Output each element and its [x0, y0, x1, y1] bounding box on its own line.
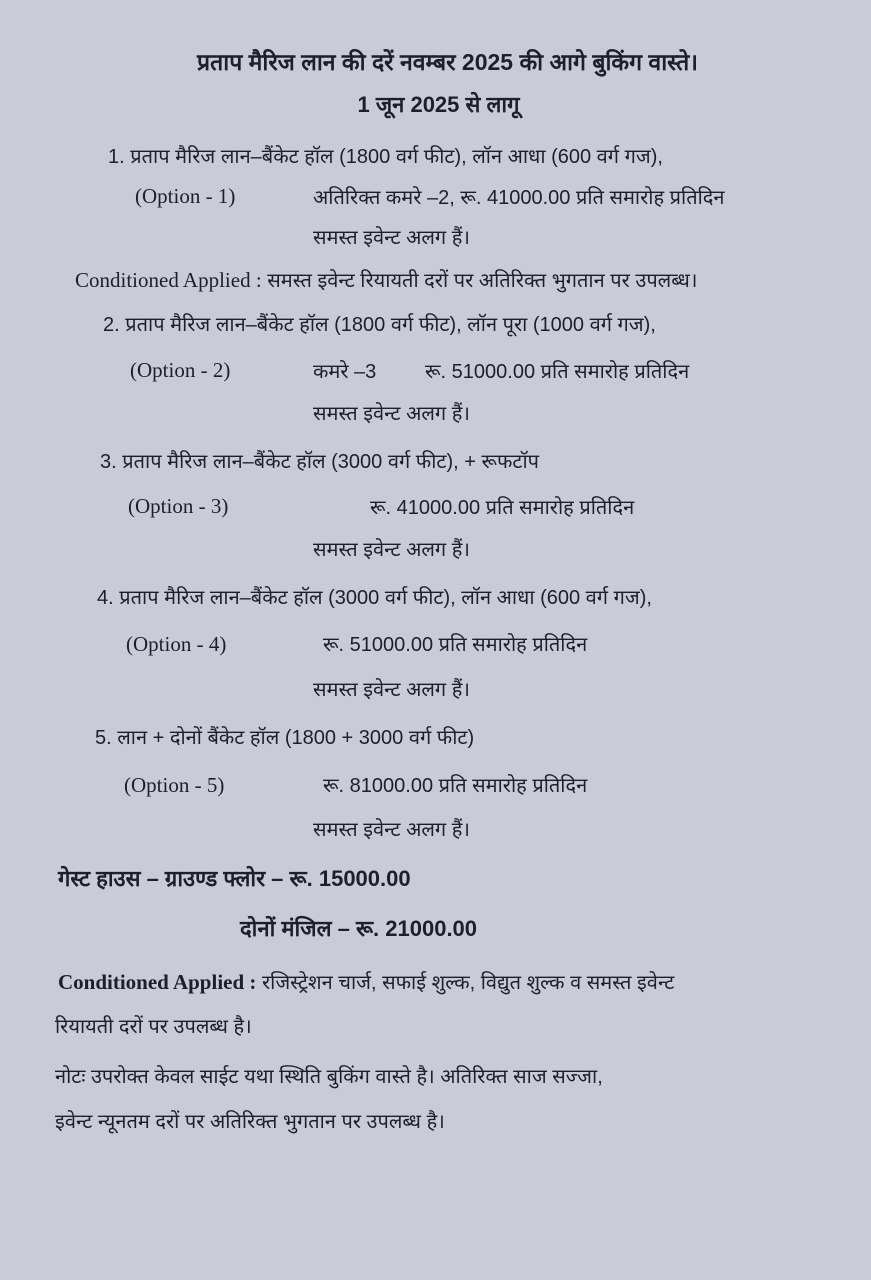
condition-2-line2: रियायती दरों पर उपलब्ध है।	[55, 1016, 252, 1038]
option-3-heading: 3. प्रताप मैरिज लान–बैंकेट हॉल (3000 वर्ग फीट), + रूफटॉप	[100, 451, 540, 473]
option-5-heading: 5. लान + दोनों बैंकेट हॉल (1800 + 3000 वर्ग फीट)	[95, 727, 475, 749]
condition-2	[58, 969, 674, 996]
option-2-rooms: कमरे –3	[313, 361, 377, 383]
effective-date: 1 जून 2025 से लागू	[357, 92, 520, 117]
note-line2: इवेन्ट न्यूनतम दरों पर अतिरिक्त भुगतान पर उपलब्ध है।	[55, 1111, 445, 1133]
option-4-heading: 4. प्रताप मैरिज लान–बैंकेट हॉल (3000 वर्ग फीट), लॉन आधा (600 वर्ग गज),	[97, 587, 652, 609]
option-1-detail: अतिरिक्त कमरे –2, रू. 41000.00 प्रति समारोह प्रतिदिन	[313, 187, 725, 209]
option-4-note: समस्त इवेन्ट अलग हैं।	[313, 679, 470, 701]
option-1-note: समस्त इवेन्ट अलग हैं।	[313, 227, 470, 249]
option-3-note: समस्त इवेन्ट अलग हैं।	[313, 539, 470, 561]
option-5-note: समस्त इवेन्ट अलग हैं।	[313, 819, 470, 841]
option-4-label: (Option - 4)	[126, 632, 227, 656]
condition-1	[75, 267, 697, 294]
condition-2-label: Conditioned Applied :	[58, 970, 257, 994]
condition-1-text: समस्त इवेन्ट रियायती दरों पर अतिरिक्त भुगतान पर उपलब्ध।	[261, 270, 698, 292]
option-2-heading: 2. प्रताप मैरिज लान–बैंकेट हॉल (1800 वर्ग फीट), लॉन पूरा (1000 वर्ग गज),	[103, 314, 656, 336]
document-title: प्रताप मैरिज लान की दरें नवम्बर 2025 की आगे बुकिंग वास्ते।	[197, 49, 698, 75]
option-2-label: (Option - 2)	[130, 358, 231, 382]
guest-house-both-floors: दोनों मंजिल – रू. 21000.00	[240, 916, 478, 941]
note-line1: नोटः उपरोक्त केवल साईट यथा स्थिति बुकिंग वास्ते है। अतिरिक्त साज सज्जा,	[55, 1066, 603, 1088]
option-3-detail: रू. 41000.00 प्रति समारोह प्रतिदिन	[370, 497, 635, 519]
option-5-detail: रू. 81000.00 प्रति समारोह प्रतिदिन	[323, 775, 588, 797]
option-4-detail: रू. 51000.00 प्रति समारोह प्रतिदिन	[323, 634, 588, 656]
option-1-label: (Option - 1)	[135, 184, 236, 208]
option-3-label: (Option - 3)	[128, 494, 229, 518]
condition-1-label: Conditioned Applied :	[75, 268, 262, 292]
option-2-note: समस्त इवेन्ट अलग हैं।	[313, 403, 470, 425]
condition-2-line1: रजिस्ट्रेशन चार्ज, सफाई शुल्क, विद्युत शुल्क व समस्त इवेन्ट	[256, 972, 675, 994]
option-1-heading: 1. प्रताप मैरिज लान–बैंकेट हॉल (1800 वर्ग फीट), लॉन आधा (600 वर्ग गज),	[108, 146, 663, 168]
guest-house-ground-floor: गेस्ट हाउस – ग्राउण्ड फ्लोर – रू. 15000.00	[58, 866, 411, 891]
option-5-label: (Option - 5)	[124, 773, 225, 797]
option-2-detail: रू. 51000.00 प्रति समारोह प्रतिदिन	[425, 361, 690, 383]
